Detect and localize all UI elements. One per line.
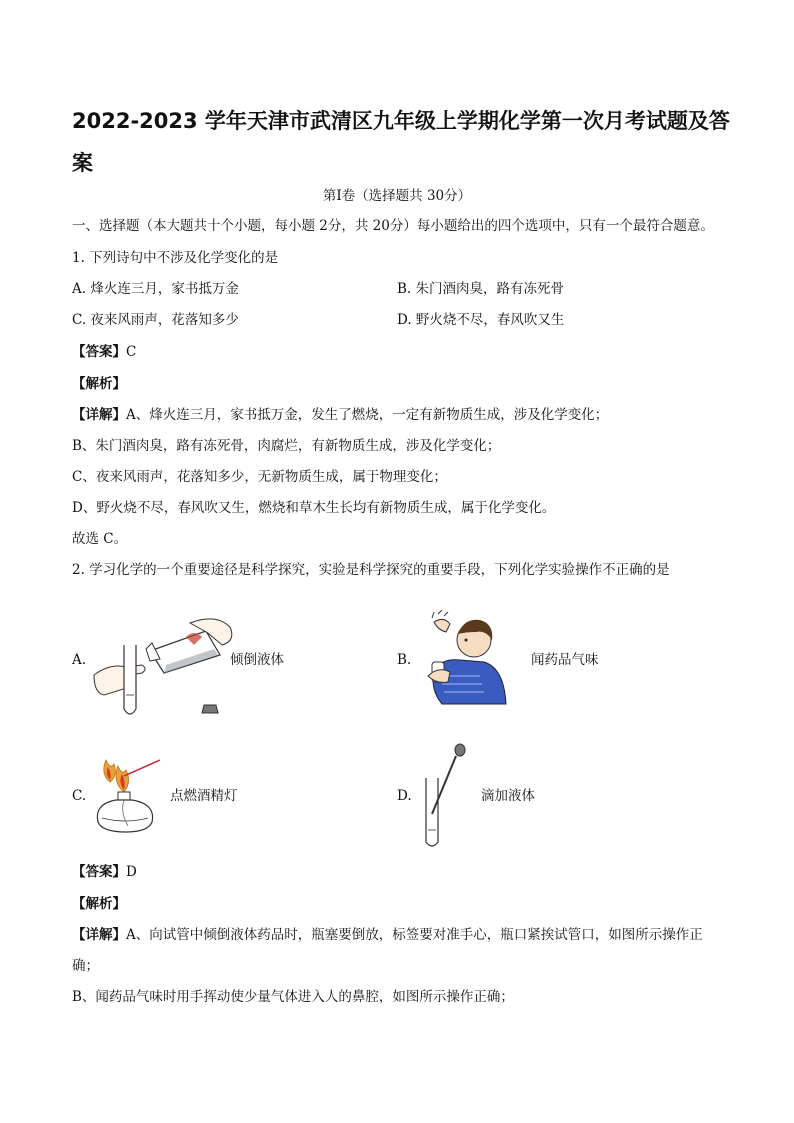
q2-detail-line-1 (72, 925, 703, 945)
q1-detail-line-4: D、野火烧不尽，春风吹又生，燃烧和草木生长均有新物质生成，属于化学变化。 (72, 500, 556, 516)
q2-stem: 2. 学习化学的一个重要途径是科学探究，实验是科学探究的重要手段，下列化学实验操作不正确的是 (72, 562, 670, 578)
q2-option-d-letter: D. (397, 788, 412, 804)
q1-answer (72, 342, 136, 362)
q2-detail-line-3: B、闻药品气味时用手挥动使少量气体进入人的鼻腔，如图所示操作正确； (72, 989, 514, 1005)
detail-text: A、烽火连三月，家书抵万金，发生了燃烧，一定有新物质生成，涉及化学变化； (126, 407, 609, 423)
q2-option-c-letter: C. (72, 788, 87, 804)
detail-text: A、向试管中倾倒液体药品时，瓶塞要倒放，标签要对准手心，瓶口紧挨试管口，如图所示操作正 (126, 927, 703, 943)
q1-conclusion: 故选 C。 (72, 531, 128, 547)
answer-value: C (126, 344, 137, 360)
document-title: 2022-2023 学年天津市武清区九年级上学期化学第一次月考试题及答案 (72, 109, 730, 175)
answer-tag: 【答案】 (72, 344, 126, 360)
q1-option-c: C. 夜来风雨声，花落知多少 (72, 312, 239, 328)
detail-tag: 【详解】 (72, 407, 126, 423)
q1-stem: 1. 下列诗句中不涉及化学变化的是 (72, 250, 279, 266)
detail-tag: 【详解】 (72, 927, 126, 943)
lighting-alcohol-lamp-illustration (90, 752, 168, 834)
smelling-chemical-illustration (420, 610, 510, 705)
section-header: 第Ⅰ卷（选择题共 30分） (322, 188, 472, 204)
answer-value: D (126, 864, 137, 880)
q2-answer (72, 862, 137, 882)
q1-detail-line-3: C、夜来风雨声，花落知多少，无新物质生成，属于物理变化； (72, 469, 447, 485)
answer-tag: 【答案】 (72, 864, 126, 880)
pouring-liquid-illustration (90, 615, 240, 725)
q2-option-a-caption: 倾倒液体 (230, 652, 284, 668)
q1-option-b: B. 朱门酒肉臭，路有冻死骨 (397, 281, 565, 297)
q2-option-b-caption: 闻药品气味 (531, 652, 599, 668)
q2-option-b-letter: B. (397, 652, 412, 668)
q2-analysis-tag (72, 894, 126, 914)
adding-liquid-dropper-illustration (418, 742, 468, 850)
q2-option-d-caption: 滴加液体 (481, 788, 535, 804)
q1-detail-line-2: B、朱门酒肉臭，路有冻死骨，肉腐烂，有新物质生成，涉及化学变化； (72, 438, 501, 454)
q1-option-d: D. 野火烧不尽，春风吹又生 (397, 312, 565, 328)
q2-option-a-letter: A. (72, 652, 87, 668)
q2-option-c-caption: 点燃酒精灯 (170, 788, 238, 804)
instruction-text: 一、选择题（本大题共十个小题，每小题 2分，共 20分）每小题给出的四个选项中，只有一个最符合题意。 (72, 218, 714, 234)
q1-option-a: A. 烽火连三月，家书抵万金 (72, 281, 239, 297)
analysis-tag: 【解析】 (72, 376, 126, 392)
analysis-tag: 【解析】 (72, 896, 126, 912)
q1-detail-line-1 (72, 405, 608, 425)
q1-analysis-tag (72, 374, 126, 394)
q2-detail-line-2: 确； (72, 958, 99, 974)
